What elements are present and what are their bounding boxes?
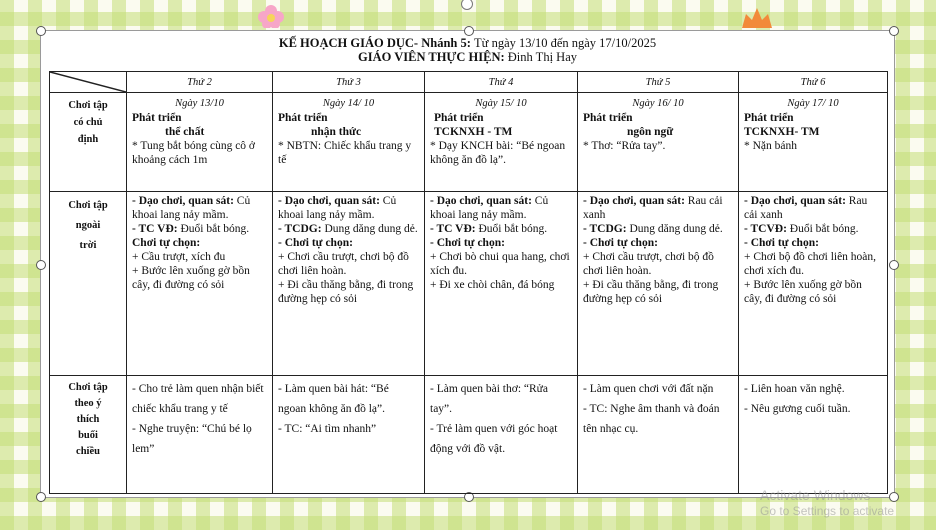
outdoor-cell: - Dạo chơi, quan sát: Củ khoai lang nảy mầm. - TC VĐ: Đuổi bắt bóng. - Chơi tự chọn: + Chơi bò chui qua hang, chơi xích đu. + Đi xe chòi chân, đá bóng xyxy=(425,192,578,376)
rotate-handle[interactable] xyxy=(461,0,473,10)
outdoor-cell: - Dạo chơi, quan sát: Củ khoai lang nảy mầm. - TC VĐ: Đuổi bắt bóng. Chơi tự chọn: + Cầu trượt, xích đu + Bước lên xuống gờ bồn cây, đi đường có sỏi xyxy=(127,192,273,376)
resize-handle-top-left[interactable] xyxy=(36,26,46,36)
afternoon-cell: - Làm quen bài hát: “Bé ngoan không ăn đồ lạ”. - TC: “Ai tìm nhanh” xyxy=(273,376,425,494)
day-header: Thứ 5 xyxy=(578,72,739,93)
row-label-afternoon: Chơi tập theo ý thích buổi chiều xyxy=(50,376,127,494)
activity-cell: Ngày 17/ 10 Phát triển TCKNXH- TM * Nặn bánh xyxy=(739,93,888,192)
day-header: Thứ 3 xyxy=(273,72,425,93)
resize-handle-top-right[interactable] xyxy=(889,26,899,36)
row-label-morning: Chơi tập có chủ định xyxy=(50,93,127,192)
resize-handle-bottom-left[interactable] xyxy=(36,492,46,502)
activity-cell: Ngày 15/ 10 Phát triển TCKNXH - TM * Dạy KNCH bài: “Bé ngoan không ăn đồ lạ”. xyxy=(425,93,578,192)
orange-star-decoration xyxy=(740,6,774,28)
row-label-outdoor: Chơi tập ngoài trời xyxy=(50,192,127,376)
activity-cell: Ngày 14/ 10 Phát triển nhận thức * NBTN: Chiếc khẩu trang y tế xyxy=(273,93,425,192)
day-header: Thứ 4 xyxy=(425,72,578,93)
outdoor-cell: - Dạo chơi, quan sát: Rau cải xanh - TCVĐ: Đuổi bắt bóng. - Chơi tự chọn: + Chơi bộ đồ chơi liên hoàn, chơi xích đu. + Bước lên xuống gờ bồn cây, đi đường có sỏi xyxy=(739,192,888,376)
outdoor-cell: - Dạo chơi, quan sát: Củ khoai lang nảy mầm. - TCDG: Dung dăng dung dẻ. - Chơi tự chọn: + Chơi cầu trượt, chơi bộ đồ chơi liên hoàn. + Đi cầu thăng bằng, đi trong đường hẹp có sỏi xyxy=(273,192,425,376)
schedule-table xyxy=(49,71,888,494)
afternoon-cell: - Làm quen bài thơ: “Rửa tay”. - Trẻ làm quen với góc hoạt động với đồ vật. xyxy=(425,376,578,494)
activity-cell: Ngày 16/ 10 Phát triển ngôn ngữ * Thơ: “Rửa tay”. xyxy=(578,93,739,192)
day-header: Thứ 2 xyxy=(127,72,273,93)
afternoon-cell: - Làm quen chơi với đất nặn - TC: Nghe âm thanh và đoán tên nhạc cụ. xyxy=(578,376,739,494)
corner-cell xyxy=(50,72,127,93)
plan-title: KẾ HOẠCH GIÁO DỤC- Nhánh 5: Từ ngày 13/10 đến ngày 17/10/2025 xyxy=(278,36,657,50)
afternoon-cell: - Cho trẻ làm quen nhận biết chiếc khẩu trang y tế - Nghe truyện: “Chú bé lọ lem” xyxy=(127,376,273,494)
day-header-row xyxy=(50,72,888,93)
teacher-line: GIÁO VIÊN THỰC HIỆN: Đinh Thị Hay xyxy=(357,50,577,64)
afternoon-cell: - Liên hoan văn nghệ. - Nêu gương cuối tuần. xyxy=(739,376,888,494)
resize-handle-top[interactable] xyxy=(464,26,474,36)
document-frame xyxy=(40,30,895,498)
resize-handle-right[interactable] xyxy=(889,260,899,270)
activation-watermark: Activate Windows Go to Settings to activate xyxy=(760,487,895,518)
day-header: Thứ 6 xyxy=(739,72,888,93)
outdoor-cell: - Dạo chơi, quan sát: Rau cải xanh - TCDG: Dung dăng dung dẻ. - Chơi tự chọn: + Chơi cầu trượt, chơi bộ đồ chơi liên hoàn. + Đi cầu thăng bằng, đi trong đường hẹp có sỏi xyxy=(578,192,739,376)
morning-row xyxy=(50,93,888,192)
activity-cell: Ngày 13/10 Phát triển thể chất * Tung bắt bóng cùng cô ở khoảng cách 1m xyxy=(127,93,273,192)
flower-decoration xyxy=(256,4,286,28)
resize-handle-left[interactable] xyxy=(36,260,46,270)
outdoor-row xyxy=(50,192,888,376)
afternoon-row xyxy=(50,376,888,494)
